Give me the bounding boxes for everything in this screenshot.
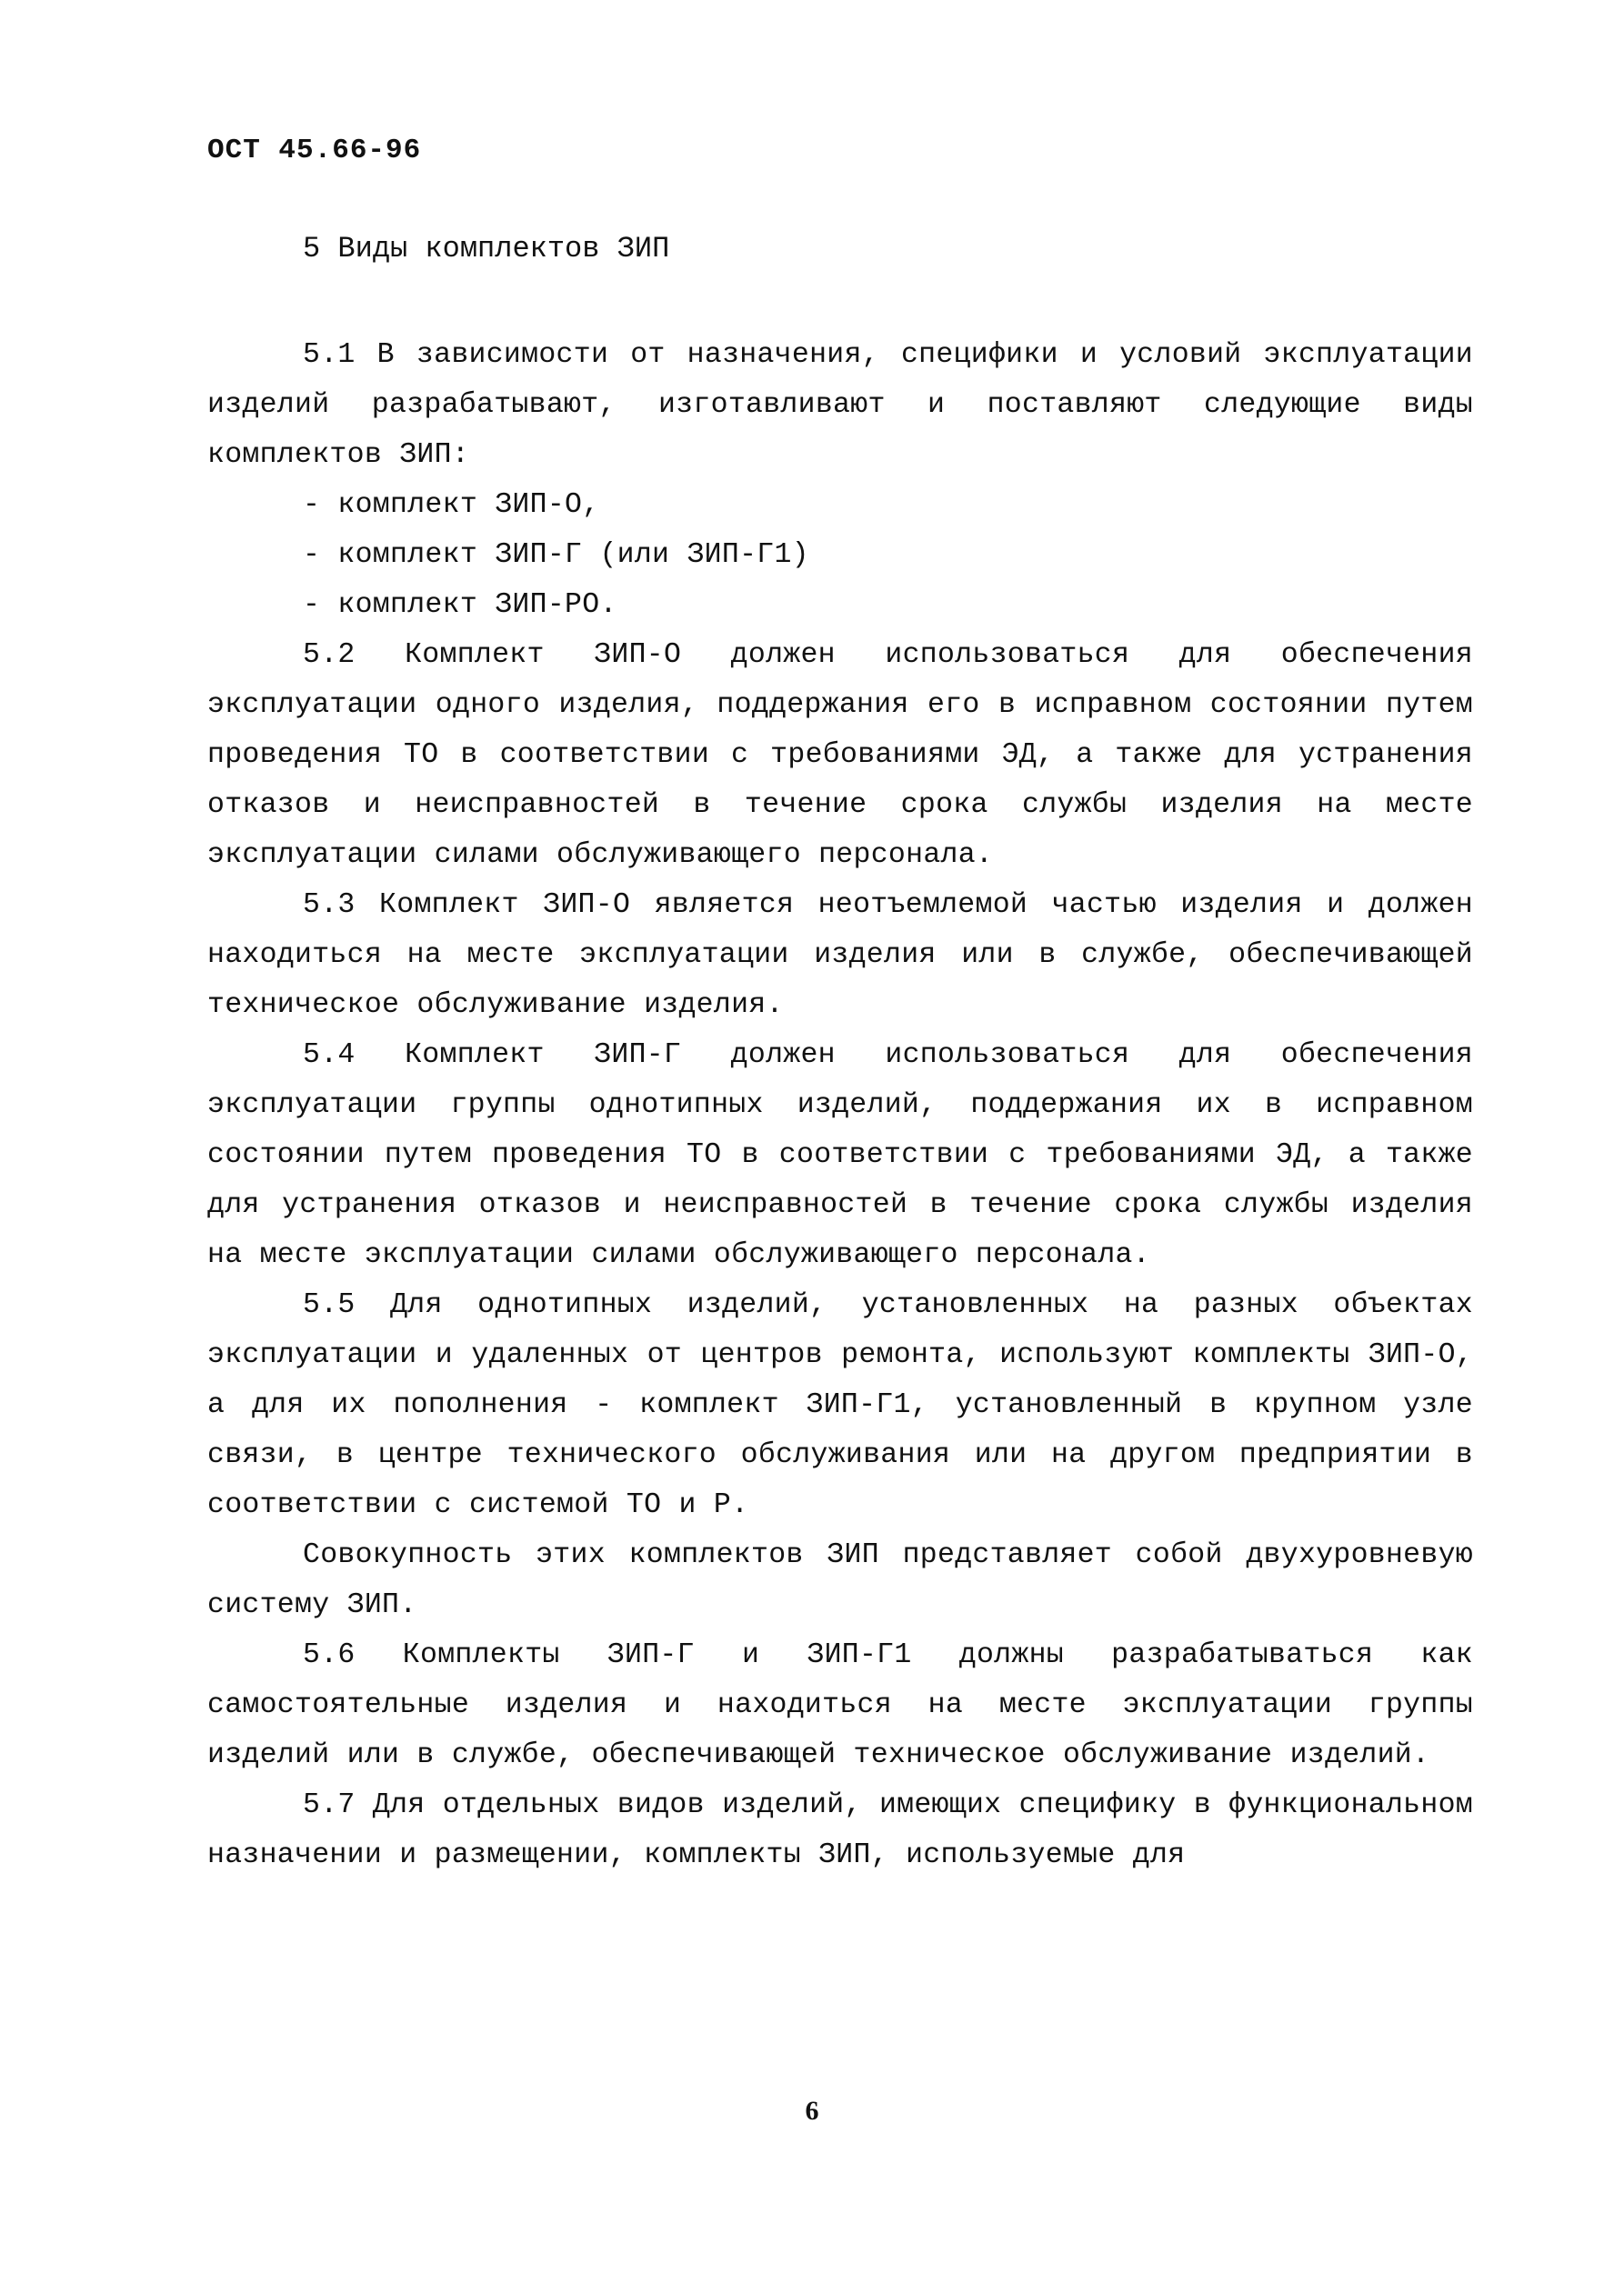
clause-5-3: 5.3 Комплект ЗИП-О является неотъемлемой частью изделия и должен находиться на месте эксплуатации изделия или в службе, обеспечивающей техническое обслуживание изделия. xyxy=(207,889,1473,1021)
clause-5-2: 5.2 Комплект ЗИП-О должен использоваться для обеспечения эксплуатации одного изделия, поддержания его в исправном состоянии путем проведения ТО в соответствии с требованиями ЭД, а также для устранения отказов и неисправностей в течение срока службы изделия на месте эксплуатации силами обслуживающего персонала. xyxy=(207,639,1473,871)
list-item: - комплект ЗИП-Г (или ЗИП-Г1) xyxy=(303,539,809,571)
list-item: - комплект ЗИП-РО. xyxy=(303,589,617,621)
list-item: - комплект ЗИП-О, xyxy=(303,489,600,521)
document-body xyxy=(207,330,1473,1880)
section-title: 5 Виды комплектов ЗИП xyxy=(303,232,670,265)
page-number: 6 xyxy=(805,2096,819,2126)
clause-5-6: 5.6 Комплекты ЗИП-Г и ЗИП-Г1 должны разрабатываться как самостоятельные изделия и находиться на месте эксплуатации группы изделий или в службе, обеспечивающей техническое обслуживание изделий. xyxy=(207,1639,1473,1771)
clause-5-7: 5.7 Для отдельных видов изделий, имеющих специфику в функциональном назначении и размещении, комплекты ЗИП, используемые для xyxy=(207,1789,1473,1871)
clause-5-5: 5.5 Для однотипных изделий, установленных на разных объектах эксплуатации и удаленных от центров ремонта, используют комплекты ЗИП-О, а для их пополнения - комплект ЗИП-Г1, установленный в крупном узле связи, в центре технического обслуживания или на другом предприятии в соответствии с системой ТО и Р. xyxy=(207,1289,1473,1521)
clause-5-1: 5.1 В зависимости от назначения, специфики и условий эксплуатации изделий разрабатывают, изготавливают и поставляют следующие виды комплектов ЗИП: xyxy=(207,339,1473,471)
document-code: ОСТ 45.66-96 xyxy=(207,135,422,166)
clause-5-5-note: Совокупность этих комплектов ЗИП представляет собой двухуровневую систему ЗИП. xyxy=(207,1539,1473,1621)
clause-5-4: 5.4 Комплект ЗИП-Г должен использоваться для обеспечения эксплуатации группы однотипных изделий, поддержания их в исправном состоянии путем проведения ТО в соответствии с требованиями ЭД, а также для устранения отказов и неисправностей в течение срока службы изделия на месте эксплуатации силами обслуживающего персонала. xyxy=(207,1039,1473,1271)
